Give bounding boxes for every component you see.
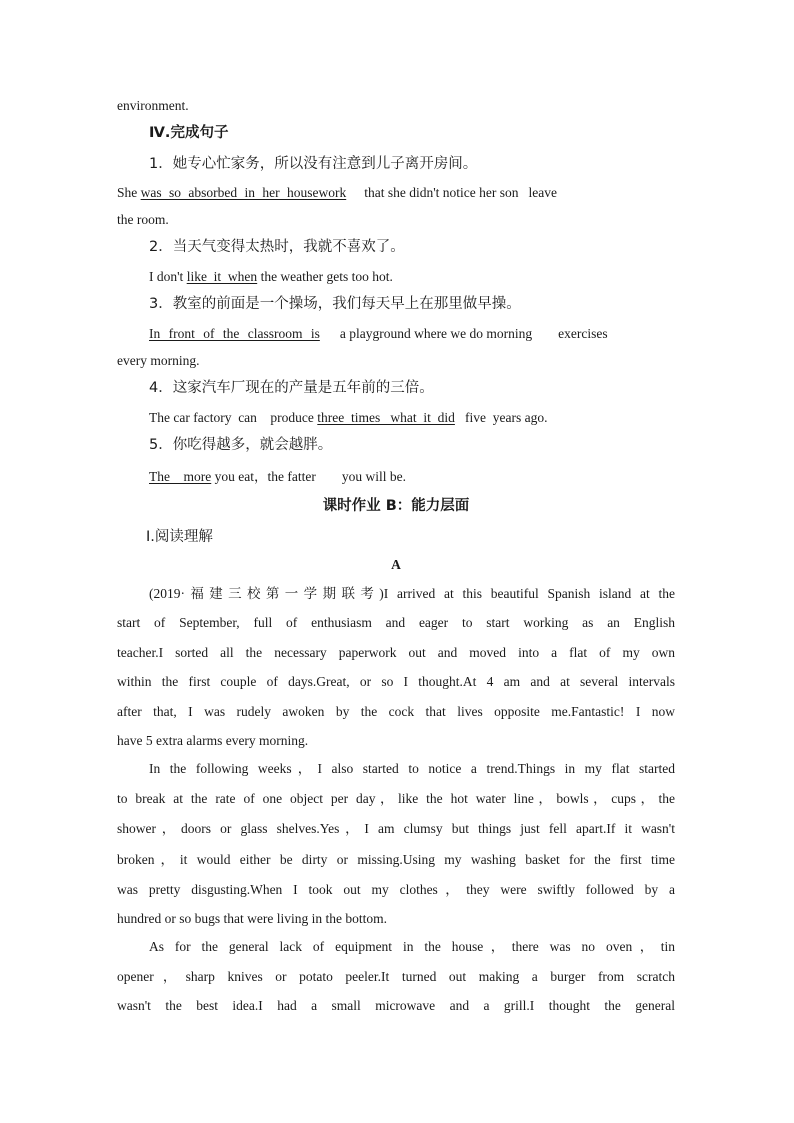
text: that she didn't notice her son <box>364 185 519 200</box>
item-2-chinese: 2．当天气变得太热时，我就不喜欢了。 <box>149 239 405 255</box>
answer-blank: In front of the classroom is <box>149 326 320 341</box>
answer-blank-spacer <box>170 469 184 484</box>
passage-line: have 5 extra alarms every morning. <box>117 733 309 748</box>
passage-line: to break at the rate of one object per day，like the hot water line，bowls，cups，the <box>117 791 675 806</box>
text: a playground where we do morning <box>339 326 533 341</box>
text: five years ago. <box>454 410 548 425</box>
passage-line: hundred or so bugs that were living in the bottom. <box>117 911 387 926</box>
passage-line: within the first couple of days.Great, or so I thought.At 4 am and at several intervals <box>117 674 675 689</box>
answer-blank: like it when <box>186 269 258 284</box>
part-b-title: 课时作业 B：能力层面 <box>322 498 470 514</box>
answer-blank: more <box>183 469 212 484</box>
text: She <box>117 185 141 200</box>
item-5-chinese: 5．你吃得越多，就会越胖。 <box>149 437 333 453</box>
item-3-english <box>149 324 675 344</box>
item-4-chinese: 4．这家汽车厂现在的产量是五年前的三倍。 <box>149 380 434 396</box>
section-heading-reading: Ⅰ.阅读理解 <box>146 529 213 545</box>
passage-label: A <box>391 557 401 572</box>
passage-line: shower，doors or glass shelves.Yes，I am clumsy but things just fell apart.If it wasn't <box>117 821 675 836</box>
item-1-english <box>117 183 675 203</box>
passage-line: In the following weeks，I also started to notice a trend.Things in my flat started <box>149 761 675 776</box>
item-2-english <box>149 267 675 287</box>
text: you will be. <box>341 469 406 484</box>
item-3-chinese: 3．教室的前面是一个操场，我们每天早上在那里做早操。 <box>149 296 521 312</box>
passage-line: opener，sharp knives or potato peeler.It turned out making a burger from scratch <box>117 969 675 984</box>
passage-line: As for the general lack of equipment in the house，there was no oven，tin <box>149 939 675 954</box>
section-heading-complete-sentences: Ⅳ.完成句子 <box>149 125 229 141</box>
item-3-english-cont: every morning. <box>117 353 200 368</box>
text-line: environment. <box>117 98 189 113</box>
item-4-english <box>149 408 675 428</box>
text: exercises <box>558 326 608 341</box>
answer-blank: three times what it did <box>317 410 455 425</box>
text: The car factory can produce <box>149 410 318 425</box>
passage-line: (2019·福建三校第一学期联考)I arrived at this beautiful Spanish island at the <box>149 586 675 601</box>
passage-line: wasn't the best idea.I had a small microwave and a grill.I thought the general <box>117 998 675 1013</box>
item-1-chinese: 1．她专心忙家务，所以没有注意到儿子离开房间。 <box>149 156 478 172</box>
passage-line: was pretty disgusting.When I took out my clothes，they were swiftly followed by a <box>117 882 675 897</box>
text: I don't <box>149 269 187 284</box>
item-1-english-cont: the room. <box>117 212 169 227</box>
text: leave <box>528 185 557 200</box>
text: you eat，the fatter <box>211 469 316 484</box>
passage-line: teacher.I sorted all the necessary paperwork out and moved into a flat of my own <box>117 645 675 660</box>
text: the weather gets too hot. <box>257 269 393 284</box>
answer-blank: was so absorbed in her housework <box>140 185 347 200</box>
passage-line: after that, I was rudely awoken by the cock that lives opposite me.Fantastic! I now <box>117 704 675 719</box>
item-5-english <box>149 467 675 487</box>
passage-line: broken，it would either be dirty or missing.Using my washing basket for the first time <box>117 852 675 867</box>
passage-line: start of September, full of enthusiasm and eager to start working as an English <box>117 615 675 630</box>
answer-blank: The <box>149 469 170 484</box>
